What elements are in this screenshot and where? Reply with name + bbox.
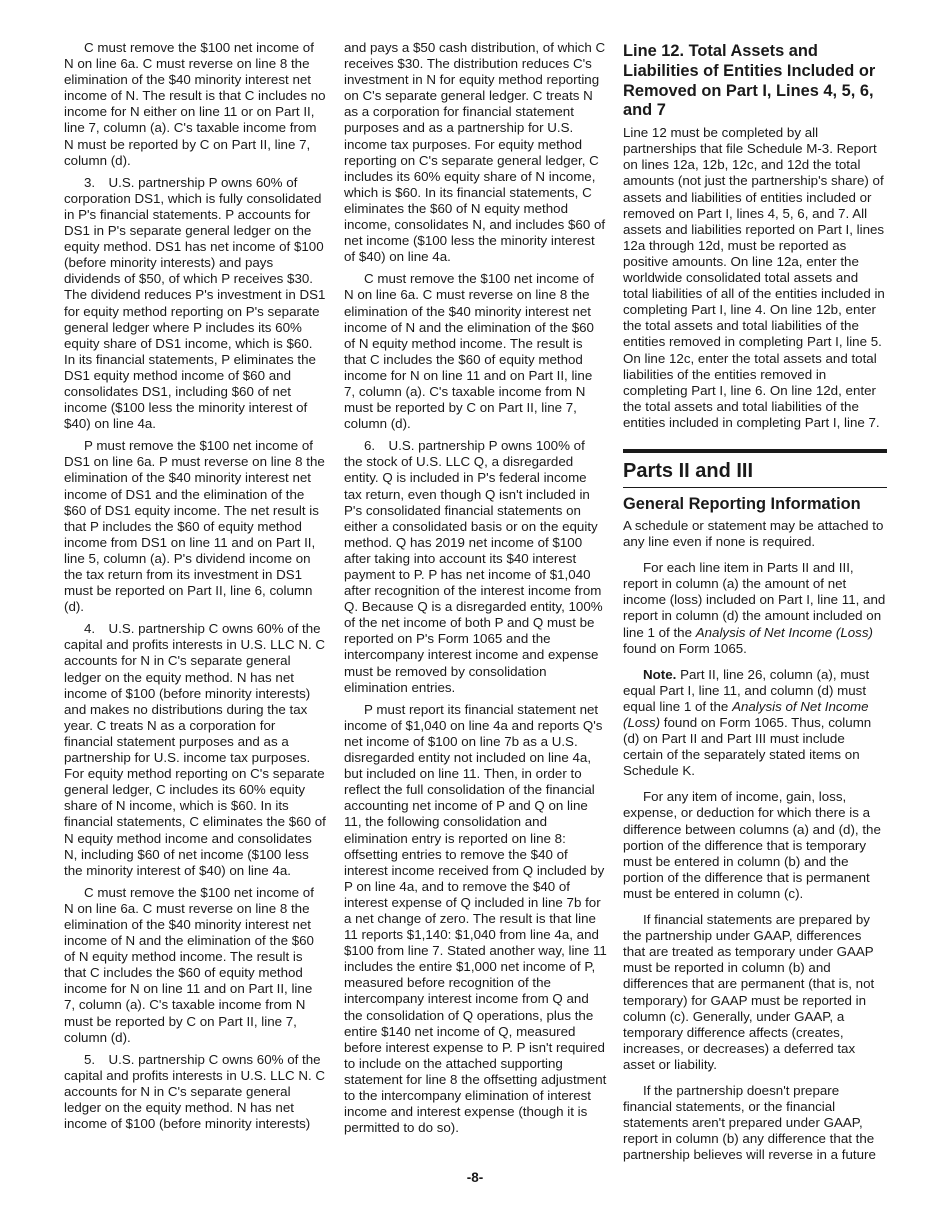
form-reference: Analysis of Net Income (Loss) [623,698,869,730]
note-paragraph: Note. Part II, line 26, column (a), must equal Part I, line 11, and column (d) must equal line 1 of the Analysis of Net Income (Loss) found on Form 1065. Thus, column (d) on Part II and Part III must include certain of the separately stated items on Schedule K. [623,666,872,779]
column-right [623,40,887,1173]
paragraph: A schedule or statement may be attached to any line even if none is required. [623,517,884,550]
paragraph: and pays a $50 cash distribution, of which C receives $30. The distribution reduces C's investment in N for equity method reporting on C's separate general ledger. C treats N as a corporation for financial statement purposes and as a partnership for U.S. income tax purposes. For equity method reporting on C's separate general ledger, C includes its 60% equity share of N income, which is $60. In its financial statements, C eliminates the $60 of N equity method income, consolidates N, and includes $60 of net income ($100 less the minority interest of $40) on line 4a. [344,40,606,265]
note-label: Note. [643,666,677,682]
line-12-text: Line 12 must be completed by all partnerships that file Schedule M-3. Report on lines 12a, 12b, 12c, and 12d the total amounts (not just the partnership's share) of assets and liabilities of entities included or removed on Part I, lines 4, 5, 6, and 7. All assets and liabilities reported on Part I, lines 12a through 12d, must be reported as positive amounts. On line 12a, enter the worldwide consolidated total assets and total liabilities of all of the entities included in completing Part I, line 4. On line 12b, enter the total assets and total liabilities of the entities removed in completing Part I, line 5. On line 12c, enter the total assets and total liabilities of the entities removed in completing Part I, line 6. On line 12d, enter the total assets and total liabilities of the entities included in completing Part I, line 7. [623,125,885,430]
example-4-paragraph: 4. U.S. partnership C owns 60% of the capital and profits interests in U.S. LLC N. C accounts for N in C's separate general ledger on the equity method. N has net income of $100 (before minority interests) and makes no distributions during the tax year. C treats N as a corporation for financial statement purposes and as a partnership for U.S. income tax purposes. For equity method reporting on C's separate general ledger, C includes its 60% equity share of N income, which is $60. In its financial statements, C eliminates the $60 of N equity method income and consolidates N, including $60 of net income ($100 less the minority interest of $40) on line 4a. [64,621,326,878]
page-number: -8- [466,1170,484,1185]
paragraph: P must remove the $100 net income of DS1 on line 6a. P must reverse on line 8 the elimination of the $40 minority interest net income of DS1 and the elimination of the $60 of DS1 equity income. The net result is that P includes the $60 of equity method income from DS1 on line 11 and on Part II, line 5, column (a). P's dividend income on the tax return from its investment in DS1 must be reported on Part II, line 6, column (d). [64,438,325,615]
heading-rule [623,487,887,488]
line-12-heading: Line 12. Total Assets and Liabilities of Entities Included or Removed on Part I, Lines 4, 5, 6, and 7 [623,42,876,120]
example-6-paragraph: 6. U.S. partnership P owns 100% of the stock of U.S. LLC Q, a disregarded entity. Q is included in P's federal income tax return, even though Q isn't included in P's consolidated financial statements on either a consolidated basis or on the equity method. Q has 2019 net income of $100 after taking into account its $40 interest payment to P. P has net income of $1,040 after recognition of the interest income from Q. Because Q is a disregarded entity, 100% of the net income of both P and Q must be reported on P's Form 1065 and the intercompany interest income and expense must be removed by consolidation elimination entries. [344,438,603,695]
column-middle [344,40,607,1142]
paragraph: For any item of income, gain, loss, expense, or deduction for which there is a difference between columns (a) and (d), the portion of the difference that is temporary must be entered in column (b) and the portion of the difference that is permanent must be entered in column (c). [623,789,881,901]
column-left [64,40,327,1138]
example-3-paragraph: 3. U.S. partnership P owns 60% of corporation DS1, which is fully consolidated in P's financial statements. P accounts for DS1 in P's separate general ledger on the equity method. DS1 has net income of $100 (before minority interests) and pays dividends of $50, of which P receives $30. The dividend reduces P's investment in DS1 for equity method reporting on P's separate general ledger where P includes its 60% equity share of DS1 income, which is $60. In its financial statements, P eliminates the DS1 equity method income of $60 and consolidates DS1, including $60 of net income ($100 less the minority interest of $40) on line 4a. [64,174,326,432]
section-divider [623,449,887,453]
paragraph: If the partnership doesn't prepare financial statements, or the financial statements aren't prepared under GAAP, report in column (b) any difference that the partnership believes will reverse in a future [623,1082,876,1163]
paragraph: C must remove the $100 net income of N on line 6a. C must reverse on line 8 the elimination of the $40 minority interest net income of N and the elimination of the $60 of N equity method income. The result is that C includes the $60 of equity method income for N on line 11 and on Part II, line 7, column (a). C's taxable income from N must be reported by C on Part II, line 7, column (d). [344,271,594,432]
example-5-paragraph: 5. U.S. partnership C owns 60% of the capital and profits interests in U.S. LLC N. C accounts for N in C's separate general ledger on the equity method. N has net income of $100 (before minority interests) [64,1051,326,1132]
general-reporting-heading: General Reporting Information [623,494,861,513]
form-reference: Analysis of Net Income (Loss) [695,624,873,640]
paragraph: P must report its financial statement net income of $1,040 on line 4a and reports Q's net income of $100 on line 7b as a U.S. disregarded entity not included on line 4a, but included on line 11. Then, in order to reflect the full consolidation of the financial accounting net income of P and Q on line 11, the following consolidation and elimination entry is reported on line 8: offsetting entries to remove the $40 of interest income received from Q included by P on line 4a, and to remove the $40 of interest expense of Q included in line 7b for a net change of zero. The result is that line 11 reports $1,140: $1,040 from line 4a, and $100 from line 7. Stated another way, line 11 includes the entire $1,000 net income of P, measured before recognition of the intercompany interest income from Q and the consolidation of Q operations, plus the entire $140 net income of Q, measured before interest expense to P. P isn't required to include on the attached supporting statement for line 8 the offsetting adjustment to the intercompany elimination of interest income and interest expense (though it is permitted to do so). [344,701,607,1136]
paragraph: C must remove the $100 net income of N on line 6a. C must reverse on line 8 the elimination of the $40 minority interest net income of N and the elimination of the $60 of N equity method income. The result is that C includes the $60 of equity method income for N on line 11 and on Part II, line 7, column (a). C's taxable income from N must be reported by C on Part II, line 7, column (d). [64,884,314,1045]
paragraph: If financial statements are prepared by the partnership under GAAP, differences that are treated as temporary under GAAP must be reported in column (b) and differences that are permanent (that is, not temporary) for GAAP must be reported in column (c). Generally, under GAAP, a temporary difference affects (creates, increases, or decreases) a deferred tax asset or liability. [623,912,875,1072]
parts-ii-iii-heading: Parts II and III [623,459,754,482]
paragraph: For each line item in Parts II and III, report in column (a) the amount of net income (loss) included on Part I, line 11, and report in column (d) the amount included on line 1 of the Analysis of Net Income (Loss) found on Form 1065. [623,560,886,656]
paragraph: C must remove the $100 net income of N on line 6a. C must reverse on line 8 the elimination of the $40 minority interest net income of N. The result is that C includes no income for N either on line 11 or on Part II, line 7, column (a). C's taxable income from N must be reported by C on Part II, line 7, column (d). [64,40,326,168]
